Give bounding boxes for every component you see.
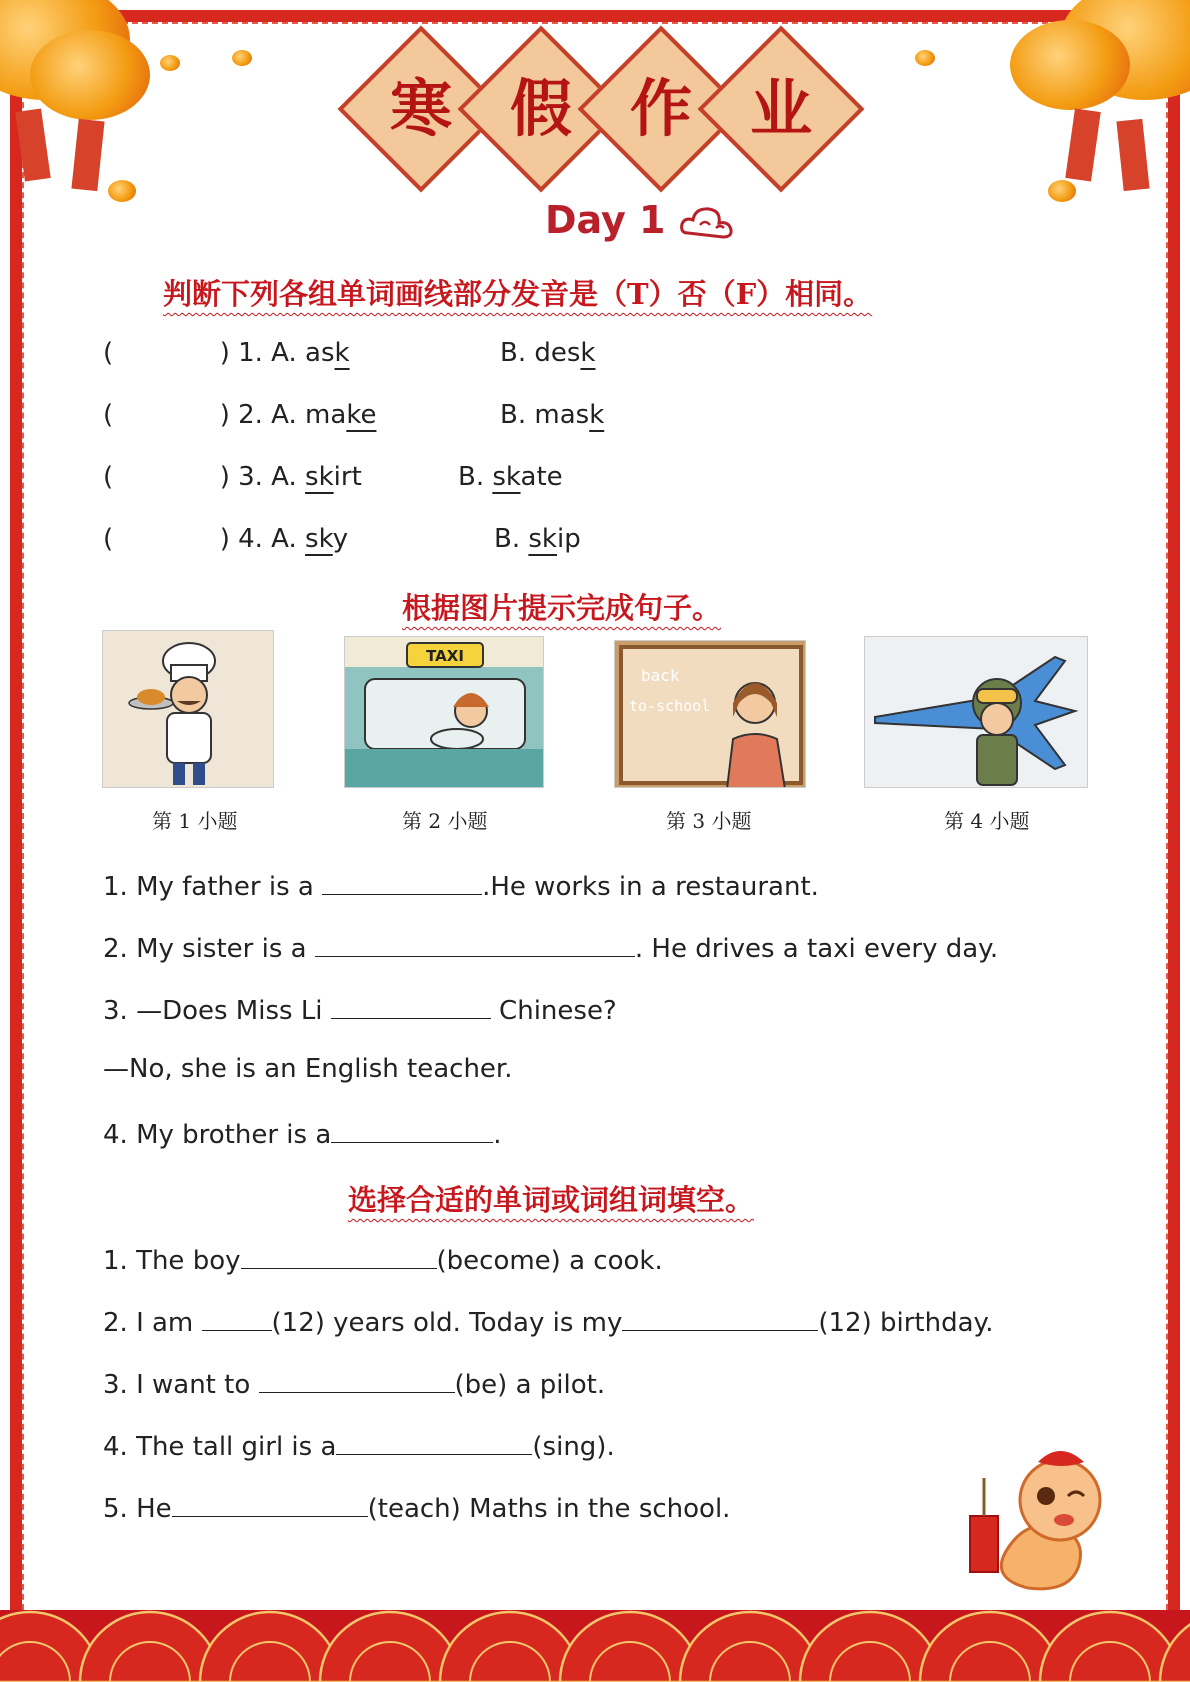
word-a-pre: as: [305, 338, 335, 368]
sentence-text: Chinese?: [490, 996, 617, 1026]
answer-paren-open: (: [103, 338, 114, 368]
page-title: [332, 30, 858, 190]
sentence-1: [103, 868, 819, 902]
option-b-label: B.: [500, 338, 527, 368]
question-row: [103, 524, 348, 554]
sentence-text: 4. My brother is a: [103, 1120, 332, 1150]
word-b-post: ate: [520, 462, 563, 492]
title-char: 假: [509, 72, 572, 145]
question-number: 1. A.: [238, 338, 297, 368]
option-b-label: B.: [458, 462, 485, 492]
word-b-underlined: k: [589, 400, 605, 430]
word-b-underlined: k: [580, 338, 596, 368]
answer-paren-open: (: [103, 524, 114, 554]
exercise-5: [103, 1490, 730, 1524]
exercise-2: [103, 1304, 993, 1338]
fill-blank[interactable]: [172, 1490, 368, 1517]
picture-label: 第 1 小题: [152, 809, 238, 833]
option-b-label: B.: [494, 524, 521, 554]
sentence-text: .: [493, 1120, 502, 1150]
teacher-picture: [614, 640, 806, 788]
picture-label: 第 3 小题: [666, 809, 752, 833]
word-a-post: y: [332, 524, 349, 554]
sentence-4: [103, 1116, 502, 1150]
sentence-text: 1. The boy: [103, 1246, 241, 1276]
option-b-label: B.: [500, 400, 527, 430]
sentence-text: (become) a cook.: [436, 1246, 663, 1276]
option-b: [458, 462, 563, 492]
sentence-text: 2. My sister is a: [103, 934, 315, 964]
exercise-1: [103, 1242, 663, 1276]
section-heading-pronunciation: 判断下列各组单词画线部分发音是（T）否（F）相同。: [163, 277, 873, 311]
word-b-pre: mas: [534, 400, 590, 430]
wave-pattern-footer: [0, 1570, 1190, 1682]
exercise-3: [103, 1366, 605, 1400]
sentence-text: 3. —Does Miss Li: [103, 996, 331, 1026]
question-row: [103, 462, 362, 492]
option-b: [500, 400, 604, 430]
sentence-3: [103, 992, 617, 1026]
title-char: 业: [749, 72, 812, 145]
question-number: 2. A.: [238, 400, 297, 430]
sentence-text: 5. He: [103, 1494, 172, 1524]
answer-paren-open: (: [103, 462, 114, 492]
chef-picture: [102, 630, 274, 788]
word-a-post: irt: [333, 462, 362, 492]
fill-blank[interactable]: [259, 1366, 455, 1393]
sentence-3-answer: —No, she is an English teacher.: [103, 1054, 513, 1084]
sentence-2: [103, 930, 998, 964]
word-b-underlined: sk: [528, 524, 557, 554]
fill-blank[interactable]: [331, 992, 491, 1019]
word-a-underlined: sk: [305, 524, 333, 554]
fill-blank[interactable]: [322, 868, 482, 895]
sentence-text: 2. I am: [103, 1308, 202, 1338]
section-heading-pictures: 根据图片提示完成句子。: [402, 591, 722, 625]
sentence-text: 3. I want to: [103, 1370, 259, 1400]
answer-paren-close: ): [219, 400, 230, 430]
fill-blank[interactable]: [315, 930, 635, 957]
cloud-icon: [678, 203, 742, 243]
word-a-underlined: ke: [346, 400, 377, 430]
word-b-pre: des: [534, 338, 581, 368]
answer-paren-close: ): [219, 524, 230, 554]
answer-paren-close: ): [219, 462, 230, 492]
board-text: to-school: [629, 697, 711, 715]
option-b: [500, 338, 595, 368]
title-char: 寒: [389, 72, 452, 145]
page-border-inner: [22, 22, 1168, 1660]
lantern-decoration-left: [0, 0, 220, 250]
sentence-text: (teach) Maths in the school.: [367, 1494, 731, 1524]
exercise-4: [103, 1428, 615, 1462]
fill-blank[interactable]: [202, 1304, 272, 1331]
sentence-text: 4. The tall girl is a: [103, 1432, 337, 1462]
taxi-driver-picture: [344, 636, 544, 788]
word-b-underlined: sk: [492, 462, 521, 492]
question-number: 4. A.: [238, 524, 297, 554]
title-char: 作: [629, 72, 692, 145]
word-a-underlined: k: [334, 338, 350, 368]
question-row: [103, 400, 376, 430]
fill-blank[interactable]: [331, 1116, 493, 1143]
lantern-decoration-right: [960, 0, 1190, 250]
fill-blank[interactable]: [336, 1428, 532, 1455]
sentence-text: (12) years old. Today is my: [271, 1308, 623, 1338]
sentence-text: (sing).: [532, 1432, 615, 1462]
question-row: [103, 338, 350, 368]
sentence-text: (be) a pilot.: [454, 1370, 606, 1400]
answer-paren-close: ): [219, 338, 230, 368]
sentence-text: 1. My father is a: [103, 872, 323, 902]
board-text: back: [641, 666, 680, 685]
sentence-text: (12) birthday.: [818, 1308, 994, 1338]
sentence-text: .He works in a restaurant.: [482, 872, 819, 902]
fill-blank[interactable]: [622, 1304, 818, 1331]
word-a-pre: ma: [305, 400, 347, 430]
picture-label: 第 2 小题: [402, 809, 488, 833]
word-a-underlined: sk: [305, 462, 334, 492]
taxi-sign-text: TAXI: [426, 647, 464, 665]
day-label: Day 1: [545, 198, 666, 242]
question-number: 3. A.: [238, 462, 297, 492]
section-heading-word-forms: 选择合适的单词或词组词填空。: [348, 1183, 755, 1217]
answer-paren-open: (: [103, 400, 114, 430]
pilot-picture: [864, 636, 1088, 788]
picture-label: 第 4 小题: [944, 809, 1030, 833]
fill-blank[interactable]: [241, 1242, 437, 1269]
option-b: [494, 524, 581, 554]
sentence-text: . He drives a taxi every day.: [634, 934, 999, 964]
word-b-post: ip: [556, 524, 581, 554]
